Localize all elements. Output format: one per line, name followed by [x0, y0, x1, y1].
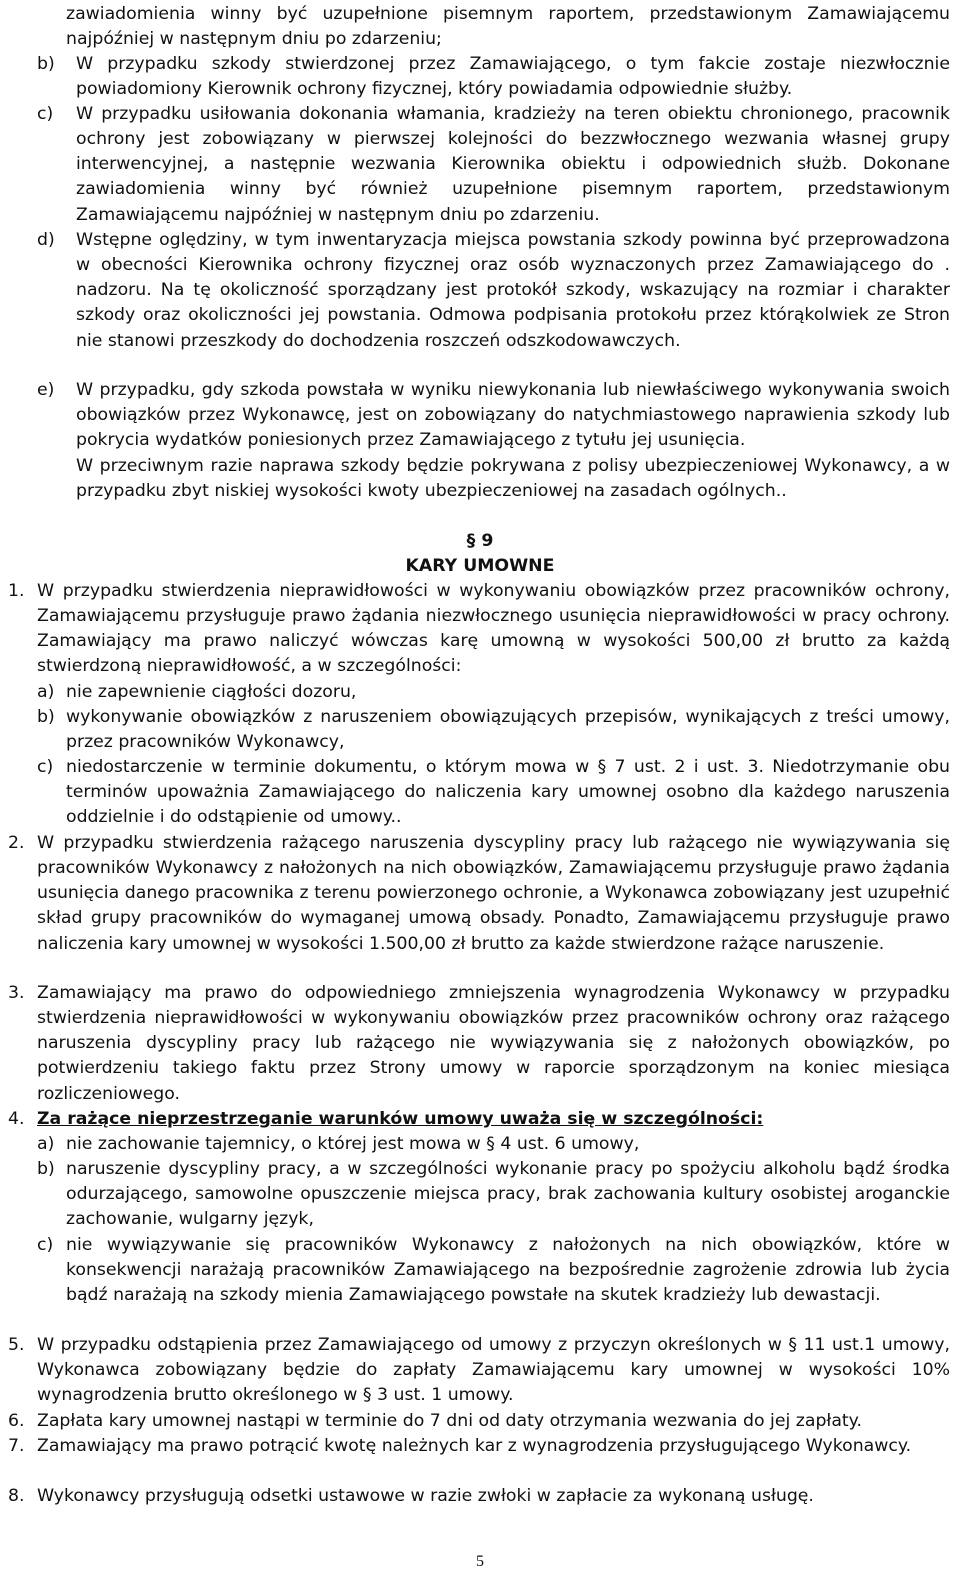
section-number: § 9: [466, 531, 494, 551]
list-item-text: W przeciwnym razie naprawa szkody będzie pokrywana z polisy ubezpieczeniowej Wykonawcy, a w przypadku zbyt niskiej wysokości kwoty ubezpieczeniowej na zasadach ogólnych..: [76, 456, 950, 502]
list-label: a): [37, 682, 55, 702]
list-item-text: W przypadku stwierdzenia rażącego naruszenia dyscypliny pracy lub rażącego nie wywiązywania się pracowników Wykonawcy z nałożonych na nich obowiązków, Zamawiającemu przysługuje prawo żądania usunięcia danego pracownika z terenu powierzonego ochronie, a Wykonawca zobowiązany jest uzupełnić skład grupy pracowników do wymaganej umową obsady. Ponadto, Zamawiającemu przysługuje prawo naliczenia kary umownej w wysokości 1.500,00 zł brutto za każde stwierdzone rażące naruszenie.: [37, 833, 950, 954]
list-label: c): [37, 1235, 54, 1255]
list-label: b): [37, 707, 55, 727]
paragraph-continuation: zawiadomienia winny być uzupełnione pisemnym raportem, przedstawionym Zamawiającemu najpóźniej w następnym dniu po zdarzeniu;: [66, 4, 950, 50]
list-number: 5.: [8, 1335, 25, 1355]
list-item-text: W przypadku usiłowania dokonania włamania, kradzieży na teren obiektu chronionego, pracownik ochrony jest zobowiązany w pierwszej kolejności do bezzwłocznego wezwania własnej grupy interwencyjnej, a następnie wezwania Kierownika obiektu i odpowiednich służb. Dokonane zawiadomienia winny być również uzupełnione pisemnym raportem, przedstawionym Zamawiającemu najpóźniej w następnym dniu po zdarzeniu.: [76, 104, 950, 225]
list-item-text: nie zapewnienie ciągłości dozoru,: [66, 682, 357, 702]
list-label: c): [37, 104, 54, 124]
list-number: 8.: [8, 1486, 25, 1506]
list-label: e): [37, 380, 55, 400]
list-item-text: W przypadku szkody stwierdzonej przez Zamawiającego, o tym fakcie zostaje niezwłocznie powiadomiony Kierownik ochrony fizycznej, który powiadamia odpowiednie służby.: [76, 54, 950, 100]
list-number: 1.: [8, 581, 25, 601]
list-number: 7.: [8, 1436, 25, 1456]
list-number: 6.: [8, 1411, 25, 1431]
list-label: d): [37, 230, 55, 250]
list-label: a): [37, 1134, 55, 1154]
list-item-heading: Za rażące nieprzestrzeganie warunków umowy uważa się w szczególności:: [37, 1109, 764, 1129]
list-label: b): [37, 1159, 55, 1179]
list-item-text: Zamawiający ma prawo potrącić kwotę należnych kar z wynagrodzenia przysługującego Wykonawcy.: [37, 1436, 912, 1456]
list-number: 4.: [8, 1109, 25, 1129]
list-item-text: W przypadku odstąpienia przez Zamawiającego od umowy z przyczyn określonych w § 11 ust.1 umowy, Wykonawca zobowiązany będzie do zapłaty Zamawiającemu kary umownej w wysokości 10% wynagrodzenia brutto określonego w § 3 ust. 1 umowy.: [37, 1335, 950, 1406]
list-number: 2.: [8, 833, 25, 853]
list-number: 3.: [8, 983, 25, 1003]
list-item-text: Wykonawcy przysługują odsetki ustawowe w razie zwłoki w zapłacie za wykonaną usługę.: [37, 1486, 814, 1506]
list-item-text: naruszenie dyscypliny pracy, a w szczególności wykonanie pracy po spożyciu alkoholu bądź środka odurzającego, samowolne opuszczenie miejsca pracy, brak zachowania kultury osobistej aroganckie zachowanie, wulgarny język,: [66, 1159, 950, 1230]
list-label: c): [37, 757, 54, 777]
list-item-text: nie wywiązywanie się pracowników Wykonawcy z nałożonych na nich obowiązków, które w konsekwencji narażają pracowników Zamawiającego na bezpośrednie zagrożenie zdrowia lub życia bądź narażają na szkody mienia Zamawiającego powstałe na skutek kradzieży lub dewastacji.: [66, 1235, 950, 1306]
section-title: KARY UMOWNE: [405, 556, 555, 576]
list-item-text: W przypadku stwierdzenia nieprawidłowości w wykonywaniu obowiązków przez pracowników ochrony, Zamawiającemu przysługuje prawo żądania niezwłocznego usunięcia nieprawidłowości w pracy ochrony. Zamawiający ma prawo naliczyć wówczas karę umowną w wysokości 500,00 zł brutto za każdą stwierdzoną nieprawidłowość, a w szczególności:: [37, 581, 950, 677]
list-item-text: nie zachowanie tajemnicy, o której jest mowa w § 4 ust. 6 umowy,: [66, 1134, 640, 1154]
page-number: 5: [476, 1553, 484, 1570]
list-item-text: wykonywanie obowiązków z naruszeniem obowiązujących przepisów, wynikających z treści umowy, przez pracowników Wykonawcy,: [66, 707, 950, 753]
list-item-text: niedostarczenie w terminie dokumentu, o którym mowa w § 7 ust. 2 i ust. 3. Niedotrzymanie obu terminów upoważnia Zamawiającego do naliczenia kary umownej osobno dla każdego naruszenia oddzielnie i do odstąpienie od umowy..: [66, 757, 950, 828]
list-item-text: Wstępne oględziny, w tym inwentaryzacja miejsca powstania szkody powinna być przeprowadzona w obecności Kierownika ochrony fizycznej oraz osób wyznaczonych przez Zamawiającego do . nadzoru. Na tę okoliczność sporządzany jest protokół szkody, wskazujący na rozmiar i charakter szkody oraz okoliczności jej powstania. Odmowa podpisania protokołu przez którąkolwiek ze Stron nie stanowi przeszkody do dochodzenia roszczeń odszkodowawczych.: [76, 230, 950, 351]
list-label: b): [37, 54, 55, 74]
list-item-text: Zapłata kary umownej nastąpi w terminie do 7 dni od daty otrzymania wezwania do jej zapłaty.: [37, 1411, 862, 1431]
list-item-text: W przypadku, gdy szkoda powstała w wyniku niewykonania lub niewłaściwego wykonywania swoich obowiązków przez Wykonawcę, jest on zobowiązany do natychmiastowego naprawienia szkody lub pokrycia wydatków poniesionych przez Zamawiającego z tytułu jej usunięcia.: [76, 380, 950, 451]
list-item-text: Zamawiający ma prawo do odpowiedniego zmniejszenia wynagrodzenia Wykonawcy w przypadku stwierdzenia nieprawidłowości w wykonywaniu obowiązków przez pracowników ochrony oraz rażącego naruszenia dyscypliny pracy lub rażącego nie wywiązywania się z nałożonych obowiązków, po potwierdzeniu takiego faktu przez Strony umowy w raporcie sporządzonym na koniec miesiąca rozliczeniowego.: [37, 983, 950, 1104]
